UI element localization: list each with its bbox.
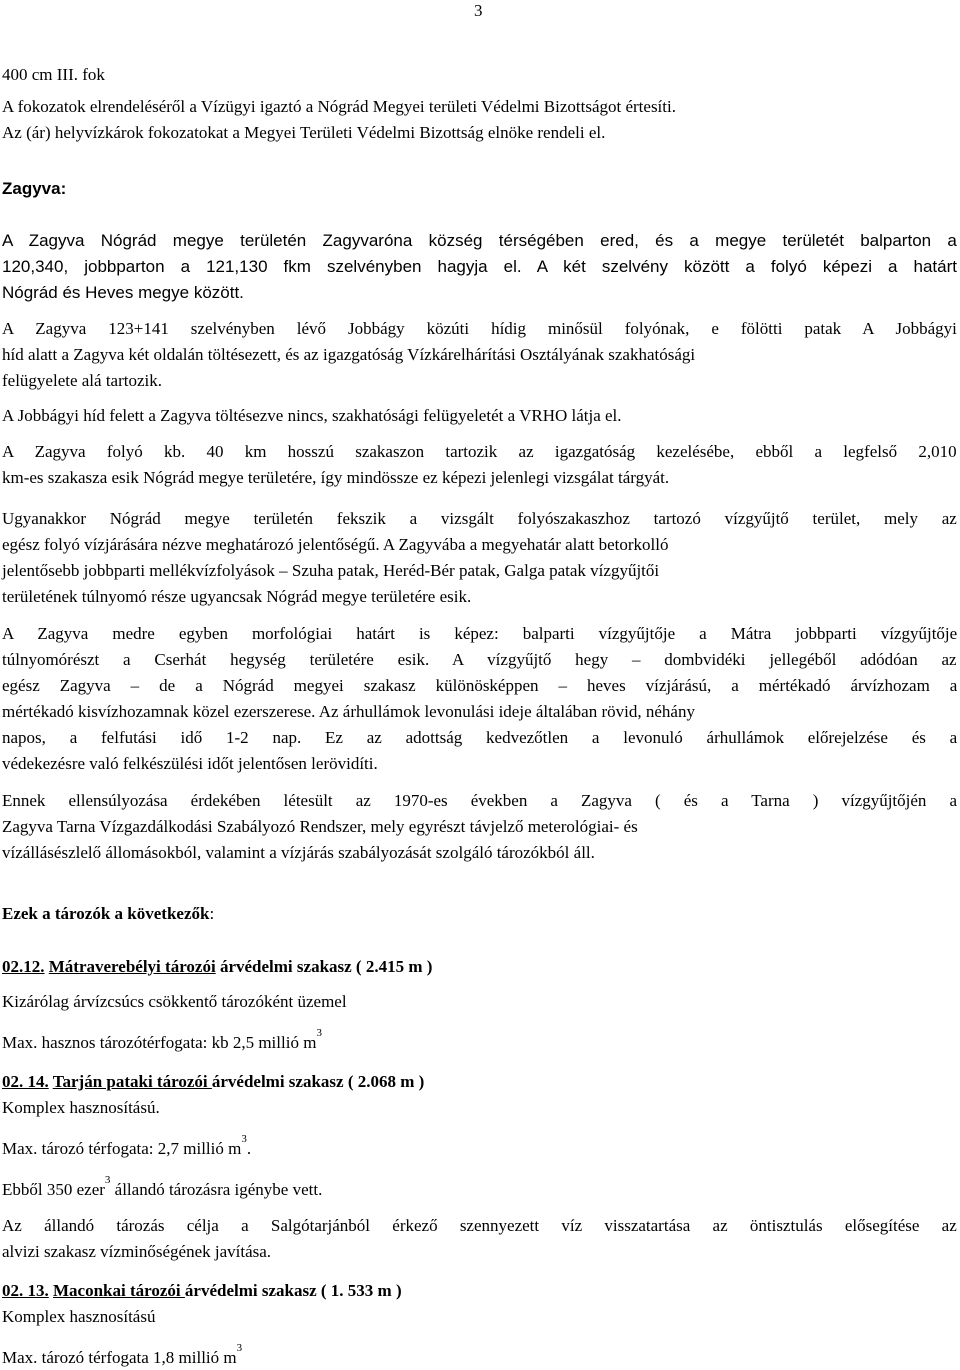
- superscript: 3: [236, 1342, 243, 1354]
- reservoir-volume: [2, 1342, 243, 1367]
- reservoir-name: Mátraverebélyi tározói: [48, 957, 216, 976]
- reservoir-use: Komplex hasznosítású: [2, 1307, 156, 1326]
- superscript: 3: [316, 1027, 322, 1039]
- heading-tarozok: [2, 905, 214, 922]
- superscript: 3: [241, 1133, 247, 1145]
- paragraph-line: Zagyva Tarna Vízgazdálkodási Szabályozó Rendszer, mely egyrészt távjelző meterológiai- és: [2, 817, 638, 836]
- reservoir-operation: Kizárólag árvízcsúcs csökkentő tározóként üzemel: [2, 992, 347, 1011]
- permanent-b: állandó tározásra igénybe vett.: [110, 1180, 323, 1199]
- reservoir-heading: [2, 1073, 424, 1090]
- reservoir-section: árvédelmi szakasz ( 1. 533 m ): [184, 1281, 402, 1300]
- paragraph-line: Ennek ellensúlyozása érdekében létesült az 1970-es években a Zagyva ( és a Tarna ) vízgyűjtőjén a: [2, 791, 958, 810]
- reservoir-volume: [2, 1027, 322, 1052]
- permanent-a: Ebből 350 ezer: [2, 1180, 105, 1199]
- reservoir-name: Tarján pataki tározói: [52, 1072, 212, 1091]
- paragraph-line: A Zagyva folyó kb. 40 km hosszú szakaszon tartozik az igazgatóság kezelésébe, ebből a legfelső 2,010: [2, 442, 957, 461]
- paragraph-line: egész folyó vízjárására nézve meghatározó jelentőségű. A Zagyvába a megyehatár alatt betorkolló: [2, 535, 669, 554]
- section-heading-zagyva: Zagyva:: [2, 179, 67, 198]
- paragraph-line: napos, a felfutási idő 1-2 nap. Ez az adottság kedvezőtlen a levonuló árhullámok előrejelzése és a: [2, 728, 958, 747]
- paragraph-line: védekezésre való felkészülési időt jelentősen lerövidíti.: [2, 754, 378, 773]
- paragraph-line: A Zagyva Nógrád megye területén Zagyvaróna község térségében ered, és a megye területét balparton a: [2, 231, 957, 250]
- reservoir-name: Maconkai tározói: [53, 1281, 185, 1300]
- volume-text: Max. tározó térfogata: 2,7 millió m: [2, 1139, 242, 1158]
- reservoir-use: Komplex hasznosítású.: [2, 1098, 160, 1117]
- paragraph-line: Ugyanakkor Nógrád megye területén fekszik a vizsgált folyószakaszhoz tartozó vízgyűjtő terület, mely az: [2, 509, 957, 528]
- paragraph-line: egész Zagyva – de a Nógrád megyei szakasz különösképpen – heves vízjárású, a mértékadó árvízhozam a: [2, 676, 958, 695]
- paragraph-line: km-es szakasza esik Nógrád megye területére, így mindössze ez képezi jelenlegi vizsgálat tárgyát.: [2, 468, 670, 487]
- paragraph-line: Az (ár) helyvízkárok fokozatokat a Megyei Területi Védelmi Bizottság elnöke rendeli el.: [2, 123, 606, 142]
- paragraph-line: jelentősebb jobbparti mellékvízfolyások – Szuha patak, Heréd-Bér patak, Galga patak vízgyűjtői: [2, 561, 660, 580]
- paragraph-line: felügyelete alá tartozik.: [2, 371, 162, 390]
- paragraph-line: területének túlnyomó része ugyancsak Nógrád megye területére esik.: [2, 587, 472, 606]
- page-number: 3: [474, 1, 483, 20]
- reservoir-volume: [2, 1133, 252, 1158]
- paragraph-line: 120,340, jobbparton a 121,130 fkm szelvényben hagyja el. A két szelvény között a folyó képezi a határt: [2, 257, 957, 276]
- volume-text: Max. tározó térfogata 1,8 millió m: [2, 1348, 237, 1367]
- paragraph-line: A Jobbágyi híd felett a Zagyva töltésezve nincs, szakhatósági felügyeletét a VRHO látja el.: [2, 406, 622, 425]
- paragraph-line: túlnyomórészt a Cserhát hegység területére esik. A vízgyűjtő hegy – dombvidéki jellegéből adódóan az: [2, 650, 957, 669]
- paragraph-line: mértékadó kisvízhozamnak közel ezerszerese. Az árhullámok levonulási ideje általában rövid, néhány: [2, 702, 695, 721]
- heading-tarozok-colon: :: [209, 904, 215, 923]
- reservoir-permanent: [2, 1174, 323, 1199]
- heading-tarozok-text: Ezek a tározók a következők: [2, 904, 210, 923]
- reservoir-section: árvédelmi szakasz ( 2.415 m ): [215, 957, 433, 976]
- paragraph-line: Az állandó tározás célja a Salgótarjánból érkező szennyezett víz visszatartása az öntisztulás elősegítése az: [2, 1216, 957, 1235]
- reservoir-code: 02.12.: [2, 957, 45, 976]
- paragraph-line: vízállásészlelő állomásokból, valamint a vízjárás szabályozását szolgáló tározókból áll.: [2, 843, 595, 862]
- paragraph-line: A fokozatok elrendeléséről a Vízügyi igaztó a Nógrád Megyei területi Védelmi Bizottságot értesíti.: [2, 97, 676, 116]
- paragraph-line: híd alatt a Zagyva két oldalán töltésezett, és az igazgatóság Vízkárelhárítási Osztályának szakhatósági: [2, 345, 696, 364]
- reservoir-heading: [2, 958, 432, 975]
- stage-400cm: 400 cm III. fok: [2, 65, 105, 84]
- reservoir-code: 02. 13.: [2, 1281, 49, 1300]
- paragraph-line: Nógrád és Heves megye között.: [2, 283, 244, 302]
- reservoir-heading: [2, 1282, 402, 1299]
- reservoir-section: árvédelmi szakasz ( 2.068 m ): [211, 1072, 425, 1091]
- volume-tail: .: [246, 1139, 252, 1158]
- superscript: 3: [104, 1174, 111, 1186]
- paragraph-line: A Zagyva medre egyben morfológiai határt is képez: balparti vízgyűjtője a Mátra jobbparti vízgyűjtője: [2, 624, 958, 643]
- volume-text: Max. hasznos tározótérfogata: kb 2,5 millió m: [2, 1033, 317, 1052]
- paragraph-line: A Zagyva 123+141 szelvényben lévő Jobbágy közúti hídig minősül folyónak, e fölötti patak A Jobbágyi: [2, 319, 957, 338]
- reservoir-code: 02. 14.: [2, 1072, 49, 1091]
- paragraph-line: alvizi szakasz vízminőségének javítása.: [2, 1242, 272, 1261]
